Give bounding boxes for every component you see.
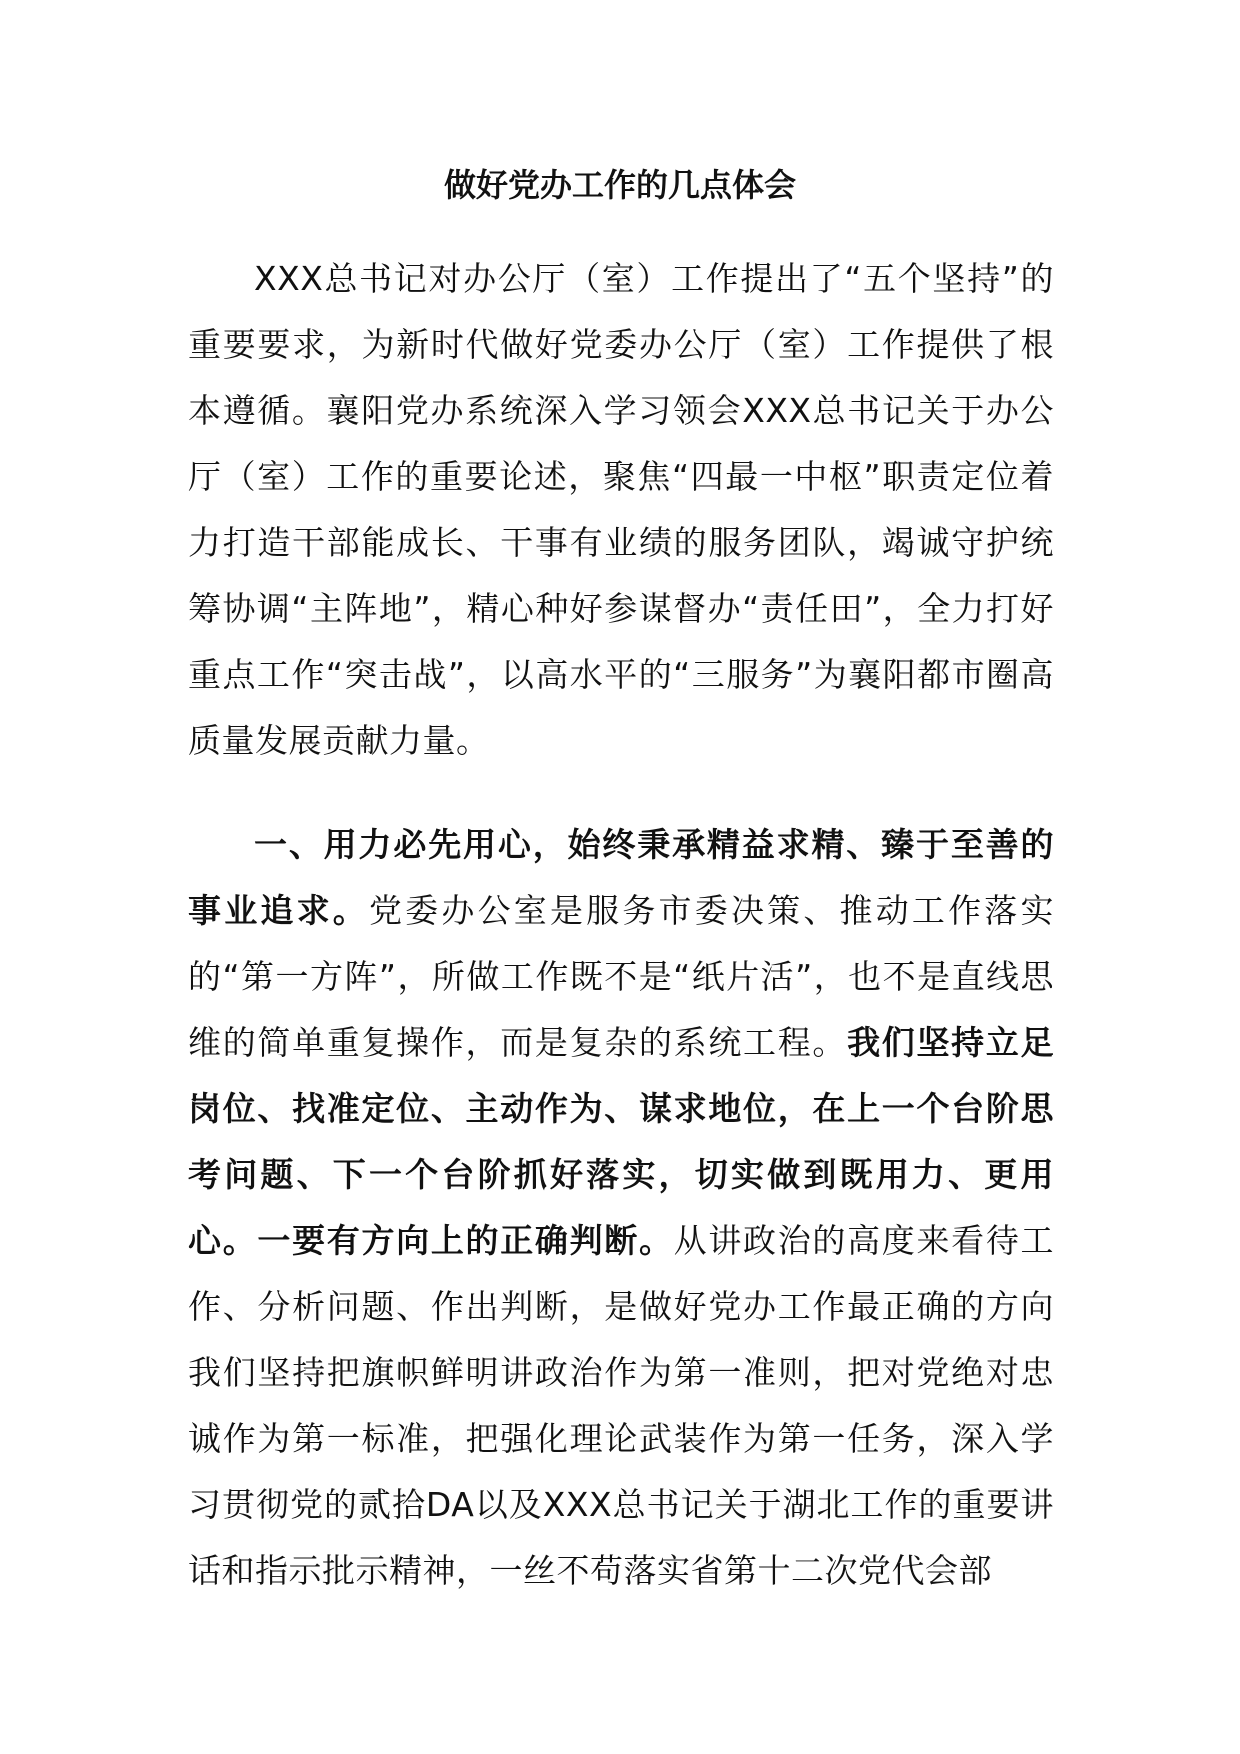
section-1-point-1-text: 从讲政治的高度来看待工作、分析问题、作出判断，是做好党办工作最正确的方向我们坚持把旗帜鲜明讲政治作为第一准则，把对党绝对忠诚作为第一标准，把强化理论武装作为第一任务，深入学习贯彻党的贰拾DA以及XXX总书记关于湖北工作的重要讲话和指示批示精神，一丝不苟落实省第十二次党代会部 [188,1221,1054,1590]
intro-paragraph: XXX总书记对办公厅（室）工作提出了“五个坚持”的重要要求，为新时代做好党委办公厅（室）工作提供了根本遵循。襄阳党办系统深入学习领会XXX总书记关于办公厅（室）工作的重要论述，聚焦“四最一中枢”职责定位着力打造干部能成长、干事有业绩的服务团队，竭诚守护统筹协调“主阵地”，精心种好参谋督办“责任田”，全力打好重点工作“突击战”，以高水平的“三服务”为襄阳都市圈高质量发展贡献力量。 [188,259,1054,760]
section-1-text: 党委办公室是服务市委决策、推动工作落实的“第一方阵”，所做工作既不是“纸片活”，也不是直线思维的简单重复操作，而是复杂的系统工程。 [188,891,1055,1062]
section-1-heading: 一、用力必先用心，始终秉承精益求精、臻于至善的事业追求。 [188,825,1054,930]
section-1-emphasis: 我们坚持立足岗位、找准定位、主动作为、谋求地位，在上一个台阶思考问题、下一个台阶抓好落实，切实做到既用力、更用心。 [188,1023,1054,1260]
document-title: 做好党办工作的几点体会 [443,166,796,204]
section-1-point-1-heading: 一要有方向上的正确判断。 [257,1221,674,1260]
section-1-paragraph [188,812,1054,1604]
